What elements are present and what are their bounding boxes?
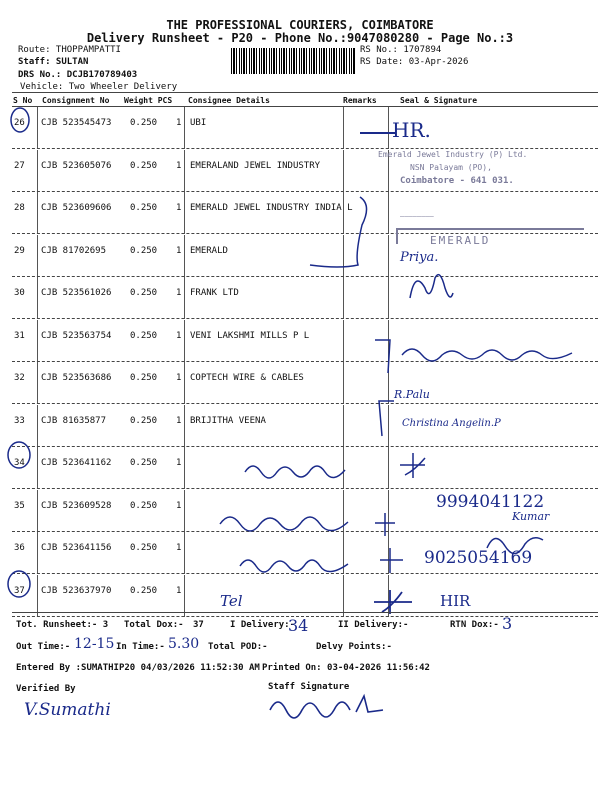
in-time-value: 5.30 [168, 636, 200, 652]
printed-on: Printed On: 03-04-2026 11:56:42 [262, 663, 430, 673]
column-divider [388, 277, 389, 319]
table-row [12, 362, 598, 404]
column-divider [343, 150, 344, 192]
consignee-name: VENI LAKSHMI MILLS P L [190, 330, 310, 341]
consignment-number: CJB 523605076 [41, 160, 112, 171]
column-divider [343, 405, 344, 447]
consignment-number: CJB 523641156 [41, 543, 112, 553]
handwritten-hir: HIR [440, 592, 471, 610]
emerald-stamp: EMERALD [430, 234, 491, 247]
consignment-number: CJB 81702695 [41, 245, 107, 256]
col-remarks: Remarks [343, 96, 377, 105]
signature-christina: Christina Angelin.P [402, 418, 501, 429]
serial-number: 26 [14, 118, 25, 128]
column-divider [184, 277, 185, 319]
consignee-name: FRANK LTD [190, 288, 239, 298]
consignee-name: BRIJITHA VEENA [190, 415, 266, 426]
column-divider [184, 405, 185, 447]
column-divider [37, 362, 38, 404]
company-title: THE PROFESSIONAL COURIERS, COIMBATORE [166, 18, 434, 32]
pcs-value: 1 [176, 160, 182, 171]
weight-value: 0.250 [130, 500, 158, 511]
total-dox-label: Total Dox:- [124, 620, 184, 630]
consignment-number: CJB 81635877 [41, 415, 107, 426]
signature-tick-36 [375, 545, 415, 575]
weight-value: 0.250 [130, 288, 158, 298]
signature-priya: Priya. [400, 250, 439, 265]
verified-by-label: Verified By [16, 684, 76, 694]
signature-tamil-31 [402, 343, 582, 363]
entered-by: Entered By :SUMATHIP20 04/03/2026 11:52:30 AM [16, 663, 260, 673]
pcs-value: 1 [176, 245, 182, 256]
signature-tick-35 [370, 508, 410, 538]
circle-mark-34 [6, 440, 36, 470]
column-divider [37, 150, 38, 192]
signature-mark-34 [395, 450, 435, 480]
out-time-label: Out Time:- [16, 642, 71, 652]
signature-bracket-33 [374, 396, 404, 436]
pcs-value: 1 [176, 500, 182, 511]
column-divider [184, 362, 185, 404]
i-delivery-value: 34 [288, 616, 309, 635]
column-divider [388, 447, 389, 489]
column-divider [343, 277, 344, 319]
weight-value: 0.250 [130, 118, 158, 128]
i-delivery-label: I Delivery:- [230, 620, 296, 630]
column-divider [343, 107, 344, 149]
serial-number: 36 [14, 543, 25, 553]
staff-label: Staff: SULTAN [18, 57, 89, 67]
col-weight-pcs: Weight PCS [124, 96, 173, 105]
column-divider [388, 235, 389, 277]
staff-signature-label: Staff Signature [268, 682, 350, 692]
pcs-value: 1 [176, 330, 182, 341]
signature-scribble-30 [405, 268, 455, 308]
column-divider [343, 320, 344, 362]
column-divider [37, 532, 38, 574]
column-divider [184, 532, 185, 574]
barcode [231, 48, 355, 74]
column-divider [388, 192, 389, 234]
consignment-number: CJB 523545473 [41, 118, 112, 128]
consignment-number: CJB 523563754 [41, 330, 112, 341]
column-divider [184, 447, 185, 489]
serial-number: 33 [14, 415, 25, 426]
consignee-name: EMERALD JEWEL INDUSTRY INDIA L [190, 203, 353, 213]
signature-bracket-31 [370, 335, 400, 375]
handwritten-kumar: Kumar [512, 510, 550, 523]
column-divider [37, 405, 38, 447]
tot-runsheet: Tot. Runsheet:- 3 [16, 620, 109, 630]
weight-value: 0.250 [130, 373, 158, 383]
col-consignment: Consignment No [42, 96, 110, 105]
handwritten-hr: HR. [392, 118, 431, 142]
pcs-value: 1 [176, 373, 182, 383]
company-stamp-line1: Emerald Jewel Industry (P) Ltd. [378, 150, 528, 159]
consignment-number: CJB 523609528 [41, 500, 112, 511]
serial-number: 32 [14, 373, 25, 383]
table-row [12, 277, 598, 319]
runsheet-subtitle: Delivery Runsheet - P20 - Phone No.:9047080280 - Page No.:3 [86, 31, 514, 45]
in-time-label: In Time:- [116, 642, 165, 652]
column-divider [37, 235, 38, 277]
pcs-value: 1 [176, 543, 182, 553]
consignee-name: UBI [190, 118, 207, 128]
consignee-name: COPTECH WIRE & CABLES [190, 373, 304, 383]
weight-value: 0.250 [130, 245, 158, 256]
column-divider [37, 320, 38, 362]
circle-mark-37 [6, 569, 36, 599]
serial-number: 37 [14, 585, 25, 596]
serial-number: 27 [14, 160, 25, 171]
column-divider [37, 575, 38, 617]
weight-value: 0.250 [130, 160, 158, 171]
staff-signature-scribble [268, 690, 388, 720]
weight-value: 0.250 [130, 585, 158, 596]
out-time-value: 12-15 [74, 636, 115, 652]
consignment-number: CJB 523563686 [41, 373, 112, 383]
consignment-number: CJB 523641162 [41, 458, 112, 468]
ii-delivery-label: II Delivery:- [338, 620, 409, 630]
serial-number: 29 [14, 245, 25, 256]
signature-rpalu: R.Palu [394, 388, 430, 401]
consignee-name: EMERALAND JEWEL INDUSTRY [190, 160, 321, 171]
rs-number: RS No.: 1707894 [360, 45, 442, 55]
column-divider [37, 277, 38, 319]
weight-value: 0.250 [130, 330, 158, 341]
handwritten-phone-35: 9994041122 [436, 492, 545, 512]
pcs-value: 1 [176, 288, 182, 298]
col-seal-signature: Seal & Signature [400, 96, 478, 105]
total-pod-label: Total POD:- [208, 642, 268, 652]
rtn-dox-label: RTN Dox:- [450, 620, 499, 630]
verified-signature: V.Sumathi [24, 700, 111, 720]
stamp-scribble-28: ———————— [400, 212, 434, 220]
handwritten-tel: Tel [220, 592, 243, 610]
pcs-value: 1 [176, 415, 182, 426]
pcs-value: 1 [176, 118, 182, 128]
pcs-value: 1 [176, 458, 182, 468]
drs-number: DRS No.: DCJB170789403 [18, 70, 138, 80]
delvy-points-label: Delvy Points:- [316, 642, 392, 652]
column-divider [184, 235, 185, 277]
company-stamp-line2: NSN Palayam (PO), [410, 163, 492, 172]
column-divider [184, 490, 185, 532]
pcs-value: 1 [176, 585, 182, 596]
route-label: Route: THOPPAMPATTI [18, 45, 121, 55]
serial-number: 30 [14, 288, 25, 298]
table-row [12, 575, 598, 617]
consignment-number: CJB 523637970 [41, 585, 112, 596]
total-dox-value: 37 [193, 620, 204, 630]
weight-value: 0.250 [130, 458, 158, 468]
rtn-dox-value: 3 [502, 614, 513, 633]
consignment-number: CJB 523561026 [41, 288, 112, 298]
serial-number: 28 [14, 203, 25, 213]
column-divider [184, 575, 185, 617]
column-divider [184, 320, 185, 362]
column-divider [37, 490, 38, 532]
handwritten-phone-37: 9025054169 [424, 548, 533, 568]
weight-value: 0.250 [130, 203, 158, 213]
consignment-number: CJB 523609606 [41, 203, 112, 213]
serial-number: 31 [14, 330, 25, 341]
circle-mark-26 [8, 107, 38, 133]
consignee-name: EMERALD [190, 245, 228, 256]
weight-value: 0.250 [130, 543, 158, 553]
table-row [12, 405, 598, 447]
pcs-value: 1 [176, 203, 182, 213]
column-divider [343, 575, 344, 617]
signature-tamil-34 [245, 458, 365, 480]
serial-number: 34 [14, 458, 25, 468]
col-consignee: Consignee Details [188, 96, 270, 105]
rs-date: RS Date: 03-Apr-2026 [360, 57, 469, 67]
col-sno: S No [13, 96, 33, 105]
signature-bracket-28 [300, 195, 380, 275]
weight-value: 0.250 [130, 415, 158, 426]
column-divider [184, 192, 185, 234]
column-divider [184, 107, 185, 149]
signature-dash-26 [360, 128, 400, 138]
vehicle-label: Vehicle: Two Wheeler Delivery [20, 82, 178, 92]
table-top-rule [12, 92, 598, 93]
column-divider [184, 150, 185, 192]
company-stamp-line3: Coimbatore - 641 031. [400, 176, 514, 186]
table-bottom-rule [12, 612, 598, 613]
column-divider [343, 362, 344, 404]
signature-tamil-35 [220, 508, 350, 534]
table-row [12, 107, 598, 149]
signature-tamil-36 [240, 552, 350, 574]
column-divider [37, 447, 38, 489]
column-divider [37, 192, 38, 234]
serial-number: 35 [14, 500, 25, 511]
